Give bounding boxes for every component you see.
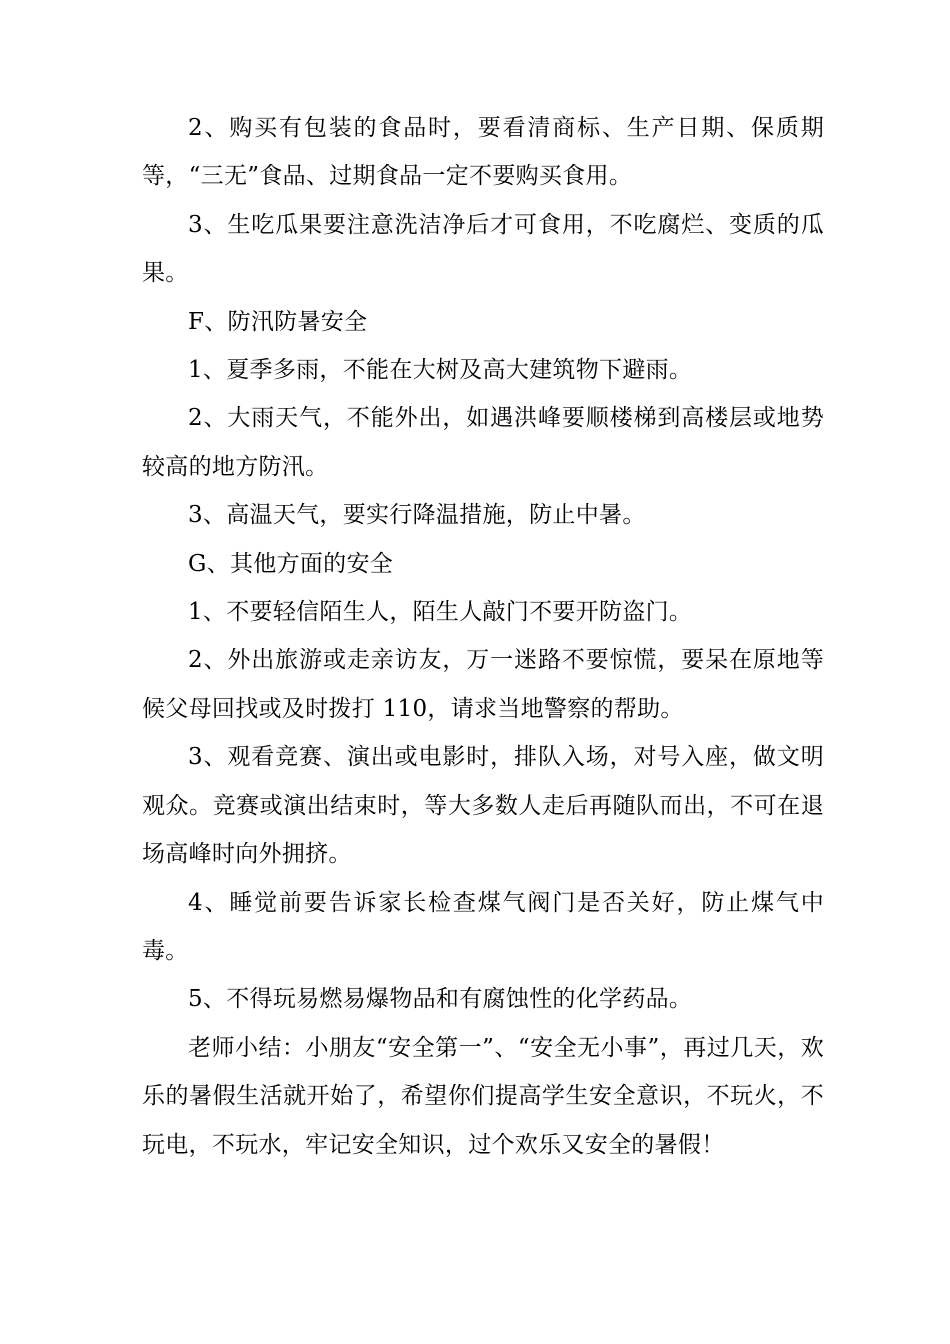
section-heading-other-safety: G、其他方面的安全 — [188, 550, 394, 577]
paragraph-heavy-rain: 2、大雨天气，不能外出，如遇洪峰要顺楼梯到高楼层或地势较高的地方防汛。 — [142, 405, 824, 480]
paragraph-getting-lost: 2、外出旅游或走亲访友，万一迷路不要惊慌，要呆在原地等候父母回找或及时拨打 110，请求当地警察的帮助。 — [142, 647, 824, 722]
paragraph-wash-fruit: 3、生吃瓜果要注意洗洁净后才可食用，不吃腐烂、变质的瓜果。 — [142, 211, 824, 287]
section-heading-flood-heat: F、防汛防暑安全 — [188, 308, 368, 335]
document-body — [142, 104, 824, 1169]
paragraph-heatstroke: 3、高温天气，要实行降温措施，防止中暑。 — [188, 502, 646, 529]
paragraph-dangerous-goods: 5、不得玩易燃易爆物品和有腐蚀性的化学药品。 — [188, 986, 693, 1013]
paragraph-strangers: 1、不要轻信陌生人，陌生人敲门不要开防盗门。 — [188, 599, 693, 626]
paragraph-rain-shelter: 1、夏季多雨，不能在大树及高大建筑物下避雨。 — [188, 357, 693, 384]
paragraph-teacher-summary: 老师小结：小朋友“安全第一”、“安全无小事”，再过几天，欢乐的暑假生活就开始了，希望你们提高学生安全意识，不玩火，不玩电，不玩水，牢记安全知识，过个欢乐又安全的暑假！ — [142, 1034, 824, 1158]
paragraph-food-packaging: 2、购买有包装的食品时，要看清商标、生产日期、保质期等，“三无”食品、过期食品一定不要购买食用。 — [142, 115, 824, 190]
paragraph-gas-valve: 4、睡觉前要告诉家长检查煤气阀门是否关好，防止煤气中毒。 — [142, 889, 824, 964]
paragraph-audience-order: 3、观看竞赛、演出或电影时，排队入场，对号入座，做文明观众。竞赛或演出结束时，等大多数人走后再随队而出，不可在退场高峰时向外拥挤。 — [142, 744, 824, 868]
